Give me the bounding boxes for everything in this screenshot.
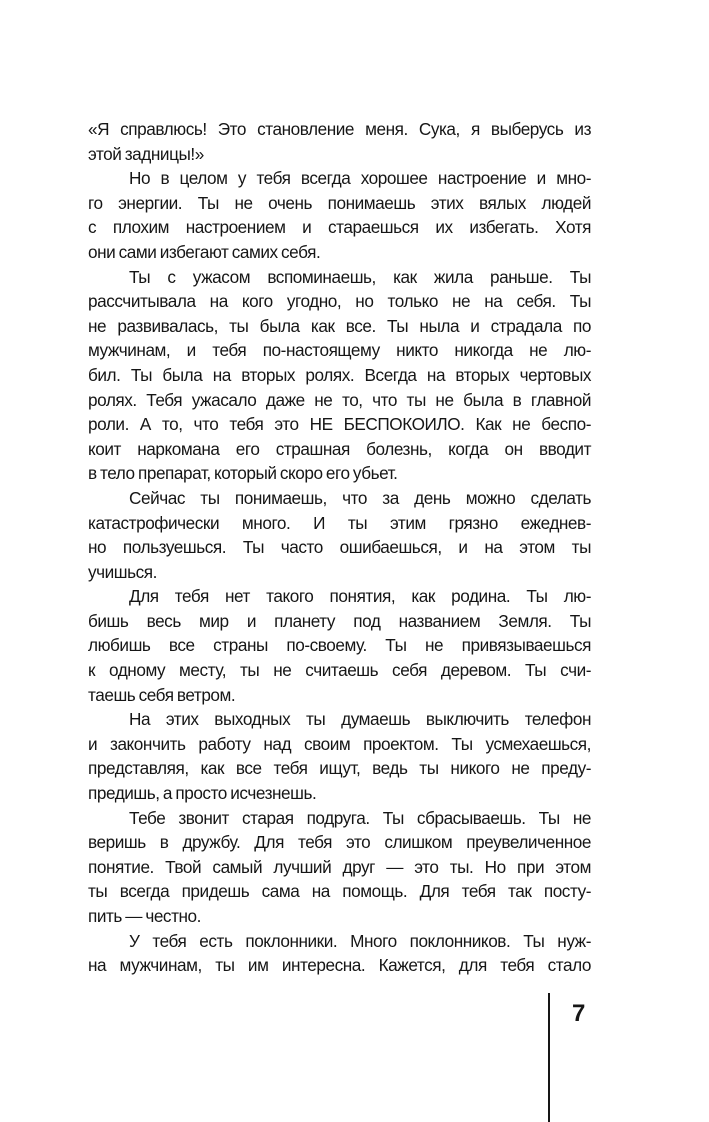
text-line: Сейчас ты понимаешь, что за день можно сделать [129, 487, 591, 508]
text-line: предишь, а просто исчезнешь. [88, 783, 317, 804]
text-line: учишься. [88, 561, 157, 582]
text-line: с плохим настроением и стараешься их избегать. Хотя [88, 217, 591, 238]
text-line: На этих выходных ты думаешь выключить телефон [129, 709, 591, 730]
text-line: этой задницы!» [88, 143, 204, 164]
text-line: не развивалась, ты была как все. Ты ныла и страдала по [88, 315, 591, 336]
text-line: роли. А то, что тебя это НЕ БЕСПОКОИЛО. Как не беспо- [88, 414, 591, 435]
text-line: рассчитывала на кого угодно, но только не на себя. Ты [88, 291, 591, 312]
text-line: пить — честно. [88, 906, 201, 926]
text-line: У тебя есть поклонники. Много поклонников. Ты нуж- [129, 930, 591, 951]
text-line: ты всегда придешь сама на помощь. Для тебя так посту- [88, 881, 591, 902]
text-line: Для тебя нет такого понятия, как родина. Ты лю- [129, 586, 591, 607]
text-line: на мужчинам, ты им интересна. Кажется, для тебя стало [88, 955, 591, 976]
page-number-divider [548, 993, 550, 1122]
text-line: представляя, как все тебя ищут, ведь ты никого не преду- [88, 758, 591, 779]
text-line: таешь себя ветром. [88, 684, 236, 705]
text-line: к одному месту, ты не считаешь себя деревом. Ты счи- [88, 660, 591, 681]
text-line: понятие. Твой самый лучший друг — это ты. Но при этом [88, 856, 591, 877]
page-number: 7 [572, 1000, 586, 1027]
text-line: катастрофически много. И ты этим грязно ежеднев- [88, 512, 591, 533]
text-line: и закончить работу над своим проектом. Ты усмехаешься, [88, 733, 591, 754]
text-line: бишь весь мир и планету под названием Земля. Ты [88, 610, 591, 631]
text-line: го энергии. Ты не очень понимаешь этих вялых людей [88, 192, 591, 213]
text-line: веришь в дружбу. Для тебя это слишком преувеличенное [88, 832, 591, 853]
text-line: Но в целом у тебя всегда хорошее настроение и мно- [129, 168, 591, 189]
text-line: они сами избегают самих себя. [88, 241, 321, 262]
text-line: коит наркомана его страшная болезнь, когда он вводит [88, 438, 591, 459]
text-line: ролях. Тебя ужасало даже не то, что ты не была в главной [88, 389, 591, 410]
text-line: мужчинам, и тебя по-настоящему никто никогда не лю- [88, 340, 591, 361]
text-line: но пользуешься. Ты часто ошибаешься, и на этом ты [88, 537, 591, 558]
text-line: Тебе звонит старая подруга. Ты сбрасываешь. Ты не [129, 807, 591, 828]
text-line: любишь все страны по-своему. Ты не привязываешься [88, 635, 591, 656]
text-line: «Я справлюсь! Это становление меня. Сука, я выберусь из [88, 119, 591, 139]
text-line: в тело препарат, который скоро его убьет. [88, 463, 398, 484]
page-body-text [88, 117, 591, 978]
text-line: бил. Ты была на вторых ролях. Всегда на вторых чертовых [88, 364, 591, 385]
text-line: Ты с ужасом вспоминаешь, как жила раньше. Ты [129, 266, 591, 287]
